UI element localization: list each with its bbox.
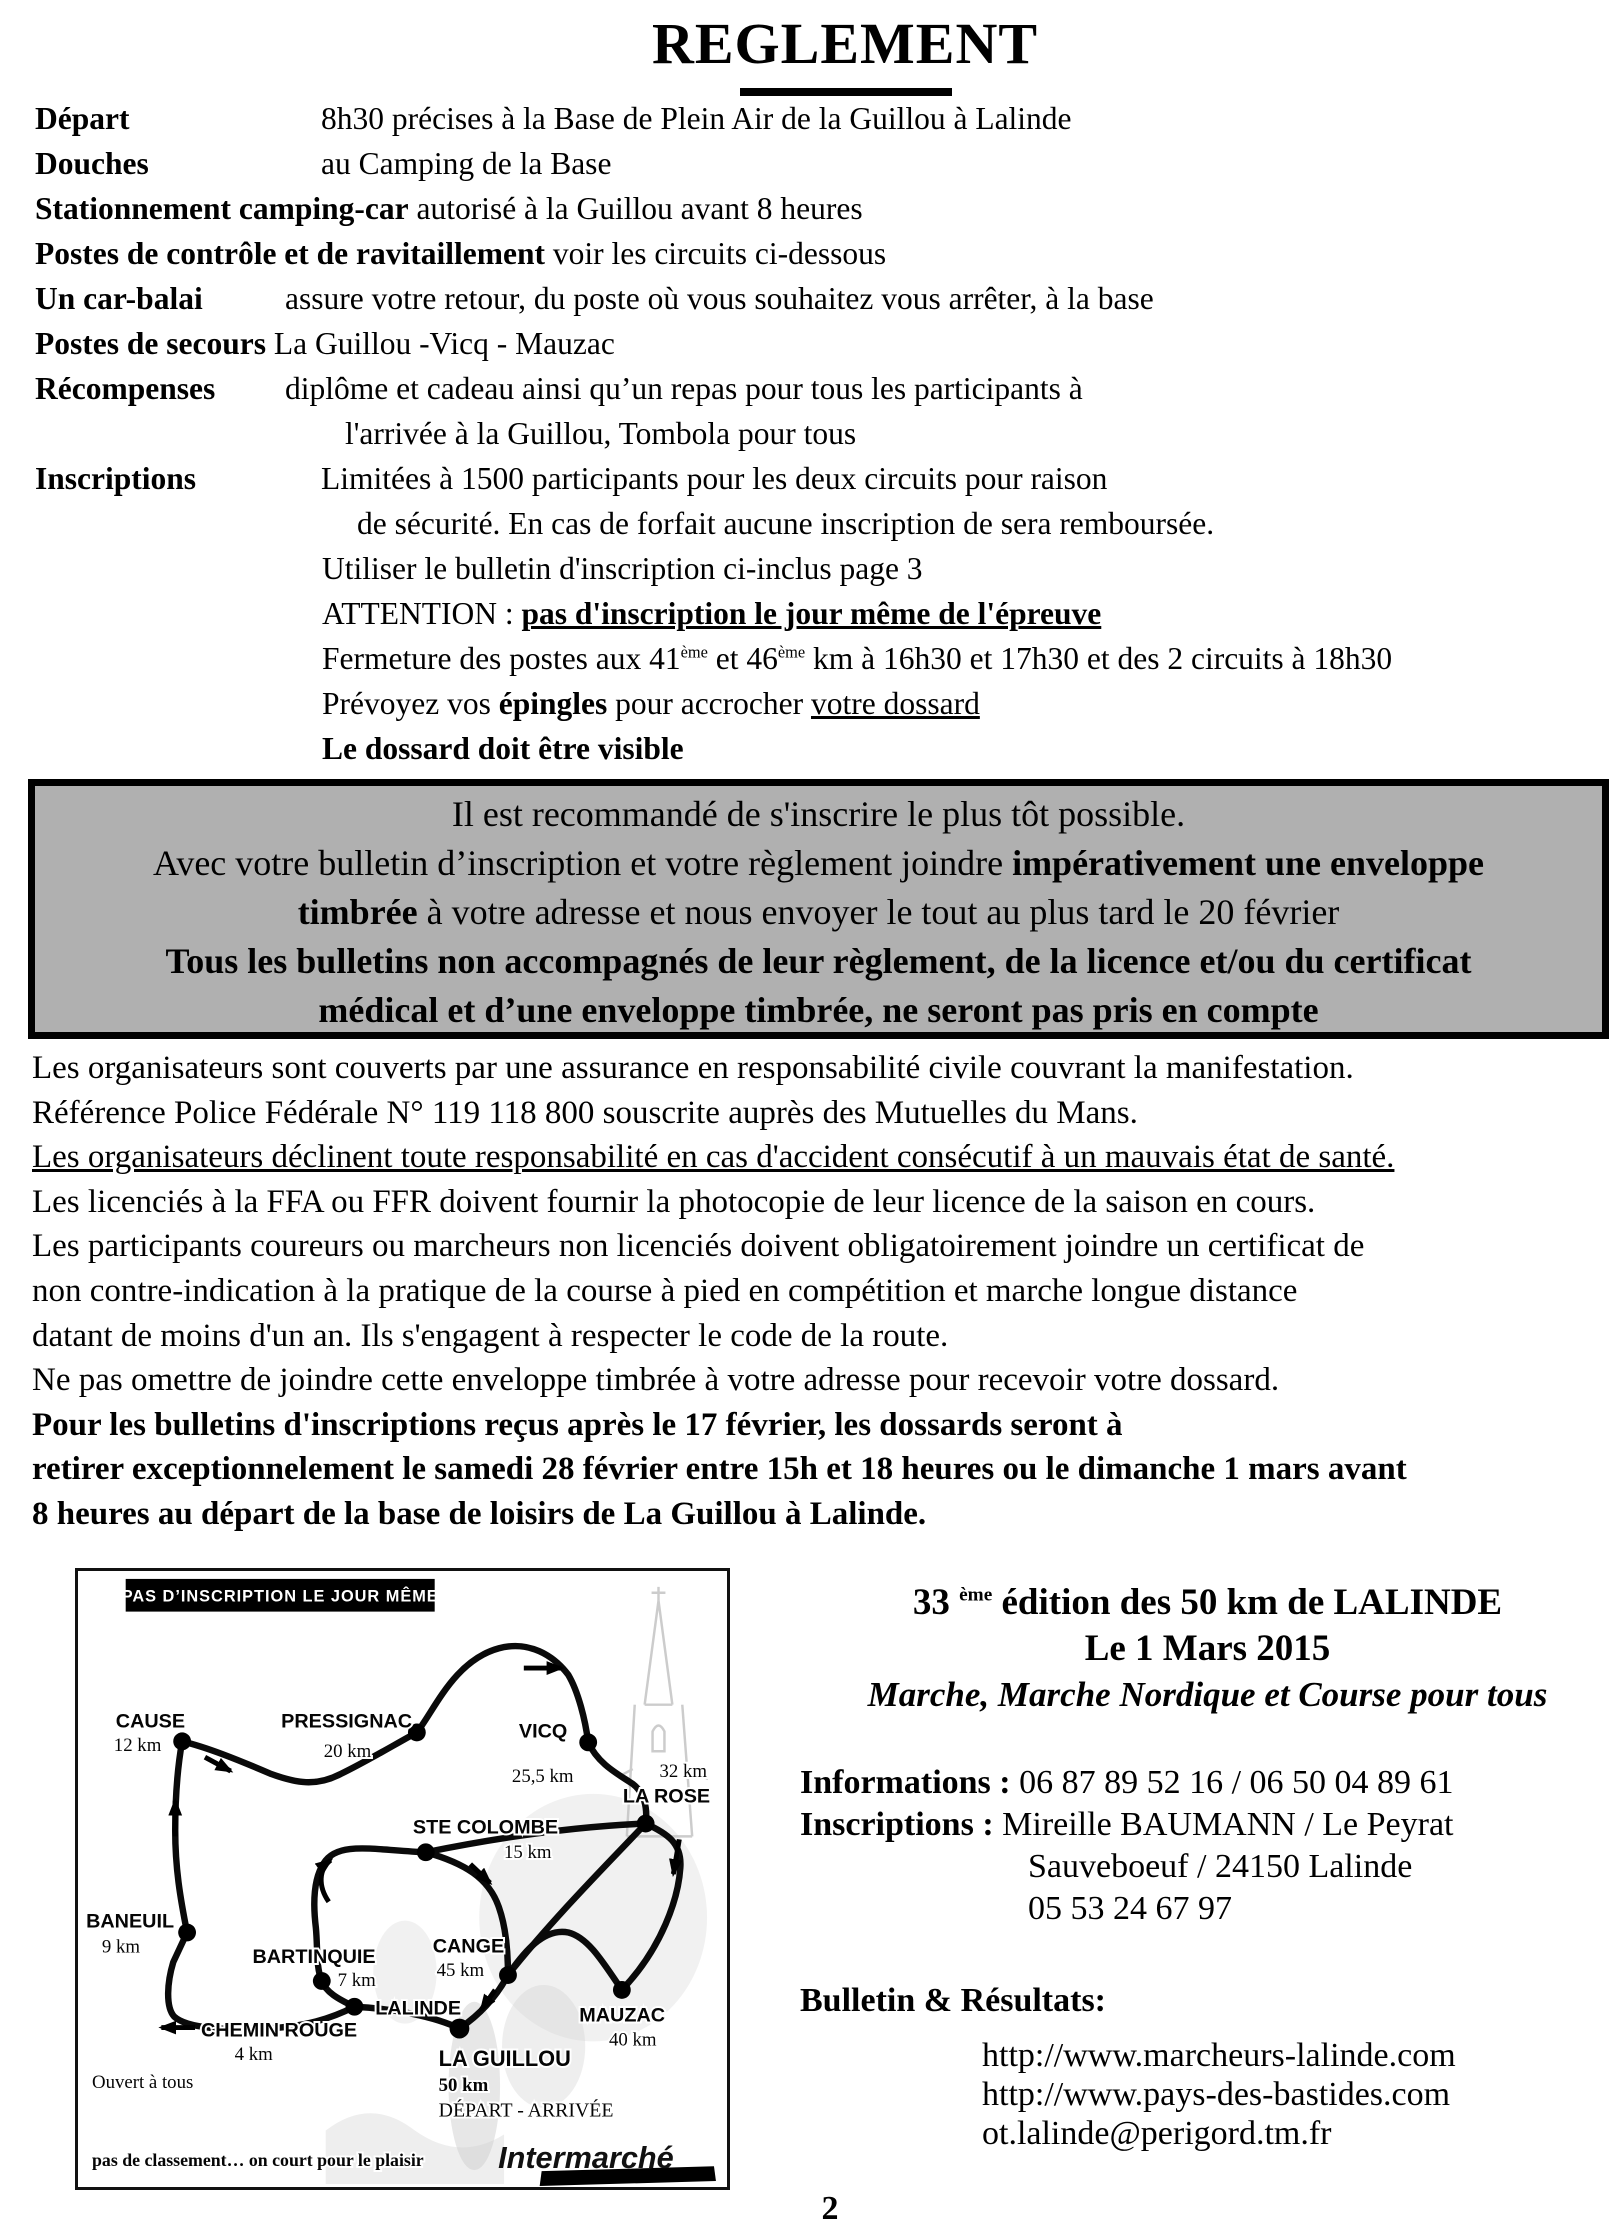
checkpoint-dot-la-rose <box>637 1815 655 1833</box>
km-label-bartinquie: 7 km <box>337 1969 376 1991</box>
epingles-text: Prévoyez vos <box>322 686 499 721</box>
rule-row-inscriptions <box>35 456 1610 501</box>
ordinal-sup: ème <box>959 1584 993 1606</box>
map-banner <box>122 1579 439 1612</box>
rule-value: Limitées à 1500 participants pour les deux circuits pour raison <box>321 461 1108 496</box>
fermeture-text: et 46 <box>707 641 778 676</box>
checkpoint-dot-lalinde <box>346 1998 364 2016</box>
checkpoint-dot-vicq <box>579 1733 597 1751</box>
page-title: REGLEMENT <box>651 11 1039 76</box>
intermarche-logo <box>498 2140 716 2186</box>
fermeture-text: Fermeture des postes aux 41 <box>322 641 681 676</box>
ordinal-sup: ème <box>777 642 806 662</box>
url-bastides: http://www.pays-des-bastides.com <box>982 2076 1451 2113</box>
legal-line: Référence Police Fédérale N° 119 118 800 souscrite auprès des Mutuelles du Mans. <box>32 1094 1138 1131</box>
note-no-ranking: pas de classement… on court pour le plaisir <box>92 2150 424 2171</box>
links-list <box>800 2036 1615 2153</box>
rule-row-fermeture <box>35 636 1610 681</box>
rule-value: 8h30 précises à la Base de Plein Air de la Guillou à Lalinde <box>321 101 1072 136</box>
km-label-la-rose: 32 km <box>659 1760 708 1782</box>
legal-line: Les licenciés à la FFA ou FFR doivent fournir la photocopie de leur licence de la saison en cours. <box>32 1183 1316 1220</box>
notice-bold: impérativement une enveloppe <box>1012 843 1484 883</box>
legal-line: datant de moins d'un an. Ils s'engagent à respecter le code de la route. <box>32 1317 949 1354</box>
km-label-cange: 45 km <box>436 1960 485 1982</box>
rule-row-douches <box>35 141 1610 186</box>
notice-box <box>28 779 1609 1039</box>
rule-value: diplôme et cadeau ainsi qu’un repas pour tous les participants à <box>285 371 1083 406</box>
edition-rest: édition des 50 km de LALINDE <box>992 1582 1503 1623</box>
attention-prefix: ATTENTION : <box>322 596 522 631</box>
checkpoint-label-cause: CAUSE <box>115 1710 186 1733</box>
checkpoint-dot-mauzac <box>613 1981 631 1999</box>
arrow-icon <box>321 1860 331 1902</box>
inscriptions-contact: Mireille BAUMANN / Le Peyrat <box>1002 1806 1454 1843</box>
event-subtitle: Marche, Marche Nordique et Course pour tous <box>867 1675 1548 1714</box>
km-label-pressignac: 20 km <box>323 1741 372 1763</box>
checkpoint-label-la-rose: LA ROSE <box>622 1785 711 1808</box>
inscriptions-address: Sauveboeuf / 24150 Lalinde <box>1028 1848 1413 1885</box>
event-edition <box>800 1582 1615 1624</box>
inscriptions-label: Inscriptions : <box>800 1806 1003 1843</box>
notice-text: à votre adresse et nous envoyer le tout au plus tard le 20 février <box>417 892 1340 932</box>
checkpoint-label-ste-colombe: STE COLOMBE <box>412 1816 559 1839</box>
url-marcheurs: http://www.marcheurs-lalinde.com <box>982 2037 1456 2074</box>
course-map <box>75 1568 730 2190</box>
info-line <box>800 1762 1615 1804</box>
rule-row-depart <box>35 96 1610 141</box>
event-date: Le 1 Mars 2015 <box>1084 1628 1331 1669</box>
notice-line <box>35 888 1602 937</box>
rule-row-controle <box>35 231 1610 276</box>
note-open-to-all: Ouvert à tous <box>92 2071 194 2093</box>
rule-row-recompenses-2: l'arrivée à la Guillou, Tombola pour tous <box>345 416 857 451</box>
checkpoint-dot-bartinquie <box>313 1972 331 1990</box>
dossard-underlined: votre dossard <box>811 686 980 721</box>
legal-line: Les organisateurs sont couverts par une assurance en responsabilité civile couvrant la manifestation. <box>32 1050 1354 1086</box>
rule-row-secours <box>35 321 1610 366</box>
legal-line-bold: Pour les bulletins d'inscriptions reçus après le 17 février, les dossards seront à <box>32 1406 1123 1443</box>
event-info-block <box>800 1582 1615 2153</box>
rule-value: voir les circuits ci-dessous <box>544 236 887 271</box>
checkpoint-label-cange: CANGE <box>432 1935 505 1958</box>
notice-bold: timbrée <box>297 892 418 932</box>
rule-label: Stationnement camping-car <box>35 191 409 226</box>
fermeture-text: km à 16h30 et 17h30 et des 2 circuits à 18h30 <box>805 641 1393 676</box>
checkpoint-label-vicq: VICQ <box>518 1720 568 1743</box>
legal-paragraph <box>32 1046 1612 1537</box>
inscriptions-line <box>800 1804 1615 1846</box>
legal-line-underlined: Les organisateurs déclinent toute responsabilité en cas d'accident consécutif à un mauvais état de santé. <box>32 1139 1395 1176</box>
legal-line: non contre-indication à la pratique de la course à pied en compétition et marche longue distance <box>32 1272 1298 1309</box>
map-banner-text: PAS D’INSCRIPTION LE JOUR MÊME <box>121 1587 439 1606</box>
rule-row-attention <box>35 591 1610 636</box>
checkpoint-dot-cange <box>499 1966 517 1984</box>
checkpoint-dot-cause <box>173 1732 191 1750</box>
checkpoint-dot-ste-colombe <box>417 1843 435 1861</box>
checkpoint-label-mauzac: MAUZAC <box>579 2004 666 2027</box>
rule-label: Postes de contrôle et de ravitaillement <box>35 236 545 271</box>
rule-label: Inscriptions <box>35 461 197 496</box>
bulletin-heading: Bulletin & Résultats: <box>800 1982 1106 2019</box>
depart-arrivee-label: DÉPART - ARRIVÉE <box>438 2099 614 2122</box>
checkpoint-label-bartinquie: BARTINQUIE <box>252 1946 376 1969</box>
rule-row-inscriptions-3: Utiliser le bulletin d'inscription ci-inclus page 3 <box>322 551 923 586</box>
info-phones: 06 87 89 52 16 / 06 50 04 89 61 <box>1019 1764 1454 1801</box>
rule-row-car-balai <box>35 276 1610 321</box>
checkpoint-dot-baneuil <box>178 1924 196 1942</box>
km-label-vicq: 25,5 km <box>511 1765 574 1787</box>
checkpoint-dot-la-guillou <box>450 2019 470 2039</box>
rule-row-recompenses <box>35 366 1610 411</box>
rule-value: autorisé à la Guillou avant 8 heures <box>408 191 863 226</box>
km-label-ste-colombe: 15 km <box>504 1842 552 1864</box>
km-label-chemin-rouge: 4 km <box>234 2044 273 2066</box>
epingles-bold: épingles <box>498 686 608 721</box>
title-underline <box>740 88 952 96</box>
km-label-la-guillou: 50 km <box>438 2074 489 2096</box>
checkpoint-label-chemin-rouge: CHEMIN ROUGE <box>200 2019 358 2042</box>
info-label: Informations : <box>800 1764 1020 1801</box>
rule-label: Douches <box>35 146 149 181</box>
checkpoint-label-baneuil: BANEUIL <box>86 1910 175 1933</box>
attention-emphasis: pas d'inscription le jour même de l'épreuve <box>521 596 1102 631</box>
rule-row-inscriptions-2: de sécurité. En cas de forfait aucune inscription de sera remboursée. <box>357 506 1215 541</box>
rule-value: au Camping de la Base <box>321 146 612 181</box>
rule-label: Récompenses <box>35 371 216 406</box>
rule-value: assure votre retour, du poste où vous souhaitez vous arrêter, à la base <box>285 281 1154 316</box>
rule-row-dossard-visible: Le dossard doit être visible <box>322 731 684 766</box>
notice-line: Tous les bulletins non accompagnés de leur règlement, de la licence et/ou du certificat <box>165 941 1472 981</box>
checkpoint-label-la-guillou: LA GUILLOU <box>438 2046 571 2072</box>
email-address: ot.lalinde@perigord.tm.fr <box>982 2115 1332 2152</box>
ordinal-sup: ème <box>680 642 708 662</box>
rule-value: La Guillou -Vicq - Mauzac <box>265 326 615 361</box>
km-label-baneuil: 9 km <box>101 1936 141 1958</box>
rule-row-epingles <box>35 681 1610 726</box>
epingles-text: pour accrocher <box>607 686 811 721</box>
checkpoint-label-pressignac: PRESSIGNAC <box>281 1710 413 1733</box>
km-label-mauzac: 40 km <box>608 2029 657 2051</box>
legal-line-bold: 8 heures au départ de la base de loisirs de La Guillou à Lalinde. <box>32 1495 927 1532</box>
page-number: 2 <box>821 2190 839 2227</box>
legal-line-bold: retirer exceptionnelement le samedi 28 février entre 15h et 18 heures ou le dimanche 1 mars avant <box>32 1451 1407 1488</box>
intermarche-logo-text: Intermarché <box>498 2140 674 2176</box>
rules-list <box>35 96 1610 771</box>
rule-label: Postes de secours <box>35 326 266 361</box>
km-label-cause: 12 km <box>113 1735 162 1757</box>
legal-line: Les participants coureurs ou marcheurs non licenciés doivent obligatoirement joindre un certificat de <box>32 1228 1365 1265</box>
notice-line: Il est recommandé de s'inscrire le plus tôt possible. <box>451 794 1186 834</box>
rule-label: Un car-balai <box>35 281 203 316</box>
notice-text: Avec votre bulletin d’inscription et votre règlement joindre <box>153 843 1013 883</box>
rule-label: Départ <box>35 101 130 136</box>
notice-line: médical et d’une enveloppe timbrée, ne seront pas pris en compte <box>318 990 1319 1030</box>
notice-line <box>35 839 1602 888</box>
rule-row-stationnement <box>35 186 1610 231</box>
edition-number: 33 <box>912 1582 960 1623</box>
inscriptions-phone: 05 53 24 67 97 <box>1028 1890 1232 1927</box>
checkpoint-label-lalinde: LALINDE <box>375 1997 462 2020</box>
legal-line: Ne pas omettre de joindre cette enveloppe timbrée à votre adresse pour recevoir votre dossard. <box>32 1362 1280 1399</box>
